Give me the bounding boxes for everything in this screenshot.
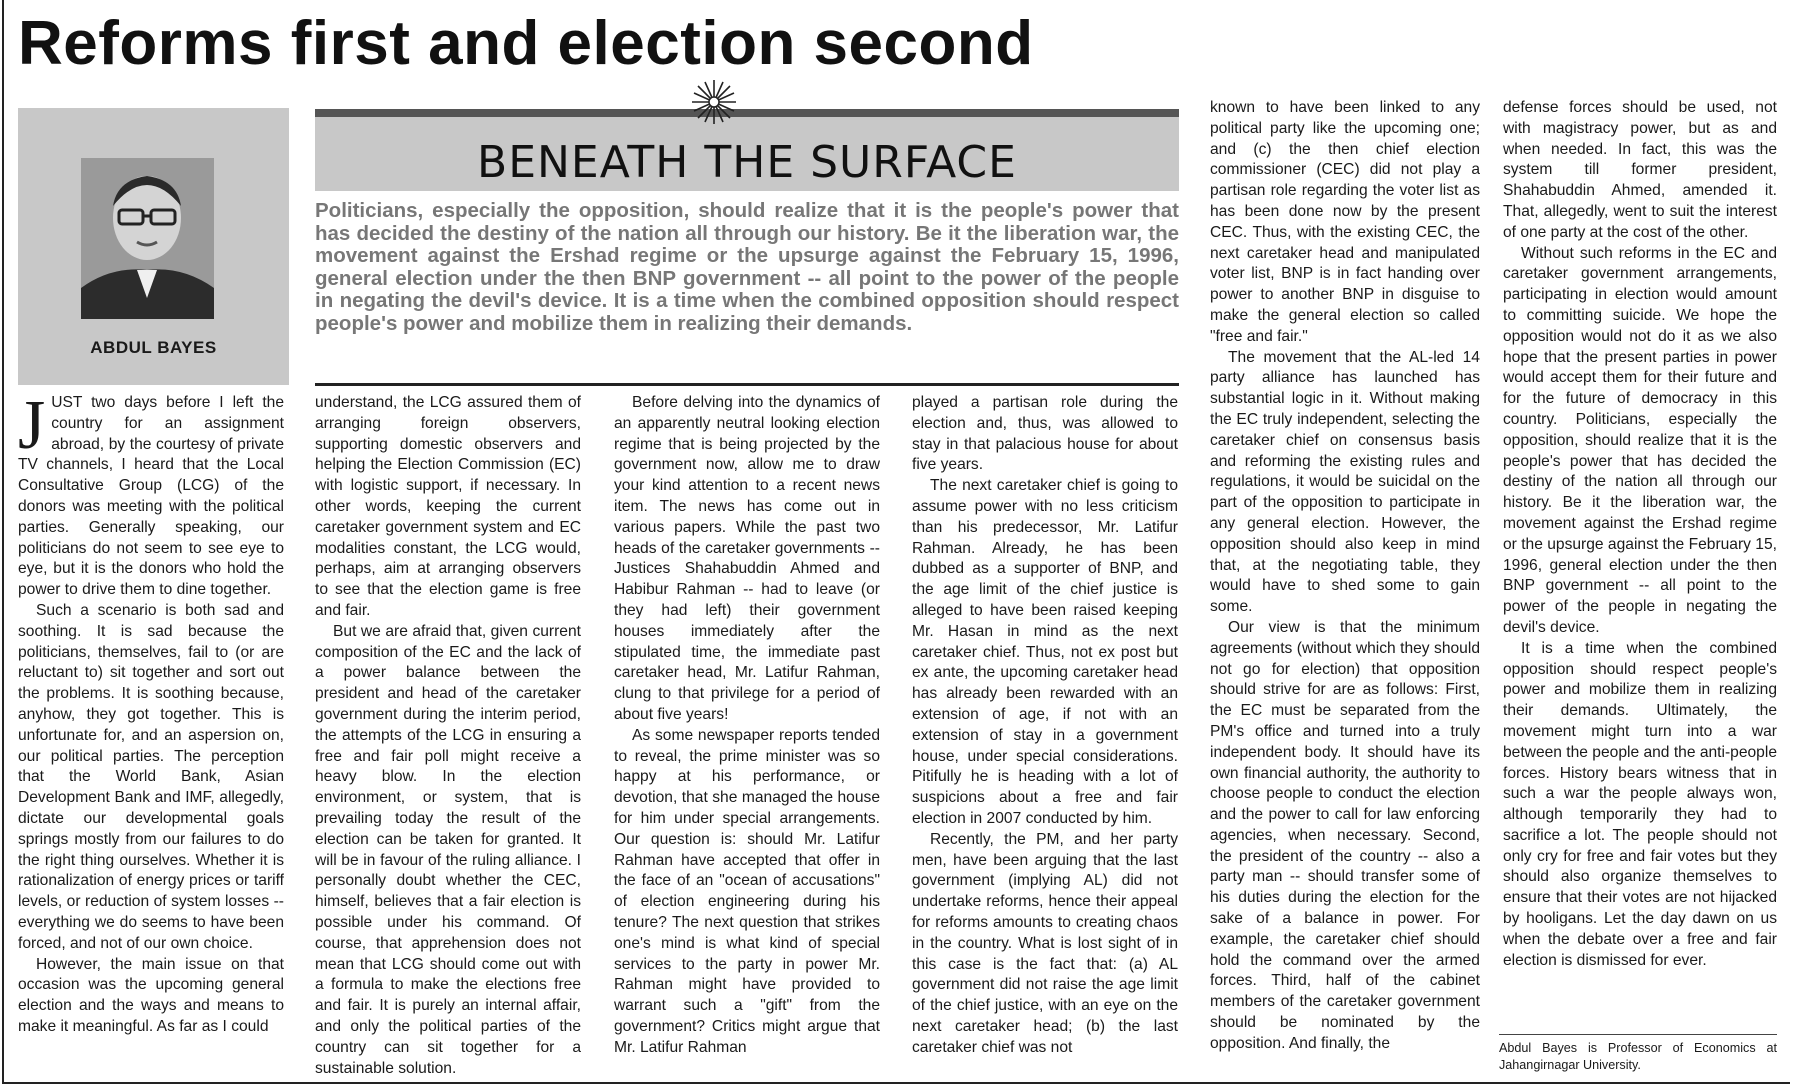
paragraph: The next caretaker chief is going to assume power with no less criticism than his predecessor, Mr. Latifur Rahman. Already, he has been dubbed as a supporter of BNP, and the age limit of the chief justice is alleged to have been raised keeping Mr. Hasan in mind as the next caretaker chief. Thus, not ex post but ex ante, the upcoming caretaker head has already been rewarded with an extension of age, if not with an extension of stay in a government house, under special considerations. Pitifully he is heading with a lot of suspicions about a free and fair election in 2007 conducted by him. [912, 477, 1178, 827]
bio-rule [1499, 1034, 1777, 1035]
article-column-4 [912, 393, 1178, 1081]
author-bio: Abdul Bayes is Professor of Economics at Jahangirnagar University. [1499, 1041, 1777, 1072]
paragraph: But we are afraid that, given current composition of the EC and the lack of a power balance between the president and head of the caretaker government during the interim period, the attempts of the LCG in ensuring a free and fair poll might receive a heavy blow. In the election environment, or system, that is prevailing today the result of the election can be taken for granted. It will be in favour of the ruling alliance. I personally doubt whether the CEC, himself, believes that a fair election is possible under his command. Of course, that apprehension does not mean that LCG should come out with a formula to make the elections free and fair. It is purely an internal affair, and only the political parties of the country can sit together for a sustainable solution. [315, 622, 581, 1077]
author-name: ABDUL BAYES [90, 338, 217, 357]
pull-quote: Politicians, especially the opposition, should realize that it is the people's power that has decided the destiny of the nation all through our history. Be it the liberation war, the movement against the Ershad regime or the upsurge against the February 15, 1996, general election under the then BNP government -- all point to the power of the people in negating the devil's device. It is a time when the combined opposition should respect people's power and mobilize them in realizing their demands. [315, 199, 1179, 335]
pull-quote-rule [315, 383, 1179, 386]
article-column-1 [18, 393, 284, 1081]
paragraph: Our view is that the minimum agreements (without which they should not go for election) that opposition should strive for are as follows: First, the EC must be separated from the PM's office and turned into a truly independent body. It should have its own financial authority, the authority to choose people to conduct the election and the power to call for law enforcing agencies, when necessary. Second, the president of the country -- also a party man -- should transfer some of his duties during the election for the sake of a balance in power. For example, the caretaker chief should hold the command over the armed forces. Third, half of the cabinet members of the caretaker government should be nominated by the opposition. And finally, the [1210, 618, 1480, 1052]
article-column-5 [1210, 98, 1480, 1081]
article-column-3 [614, 393, 880, 1081]
article-column-2 [315, 393, 581, 1081]
paragraph: UST two days before I left the country for an assignment abroad, by the courtesy of private TV channels, I heard that the Local Consultative Group (LCG) of the donors was meeting with the political parties. Generally speaking, our politicians do not seem to see eye to eye, but it is the donors who hold the power to drive them to dine together. [18, 394, 284, 599]
paragraph: Recently, the PM, and her party men, have been arguing that the last government (implying AL) did not undertake reforms, hence their appeal for reforms amounts to creating chaos in the country. What is lost sight of in this case is the fact that: (a) AL government did not raise the age limit of the chief justice, with an eye on the next caretaker head; (b) the last caretaker chief was not [912, 830, 1178, 1056]
headline: Reforms first and election second [18, 9, 1034, 78]
paragraph: As some newspaper reports tended to reveal, the prime minister was so happy at his performance, or devotion, that she managed the house for him under special arrangements. Our question is: should Mr. Latifur Rahman have accepted that offer in the face of an "ocean of accusations" of election engineering during his tenure? The next question that strikes one's mind is what kind of special services to the party in power Mr. Rahman might have provided to warrant such a "gift" from the government? Critics might argue that Mr. Latifur Rahman [614, 726, 880, 1056]
author-box [18, 108, 289, 385]
paragraph: known to have been linked to any political party like the upcoming one; and (c) the then chief election commissioner (CEC) did not play a partisan role regarding the voter list as has been done now by the present CEC. Thus, with the existing CEC, the next caretaker head and manipulated voter list, BNP is in fact handing over power to another BNP in disguise to make the general election so called "free and fair." [1210, 99, 1480, 345]
article-column-6 [1503, 98, 1777, 1028]
column-banner [315, 109, 1179, 191]
paragraph: Without such reforms in the EC and caretaker government arrangements, participating in election would amount to committing suicide. We hope the opposition would not do it as we also hope that the present parties in power would accept them for their future and for the future of democracy in this country. Politicians, especially the opposition, should realize that it is the people's power that has decided the destiny of the nation all through our history. Be it the liberation war, the movement against the Ershad regime or the upsurge against the February 15, 1996, general election under the then BNP government -- all point to the power of the people in negating the devil's device. [1503, 244, 1777, 636]
paragraph: played a partisan role during the election and, thus, was allowed to stay in that palacious house for about five years. [912, 394, 1178, 474]
starburst-icon [690, 78, 738, 126]
drop-cap: J [18, 393, 46, 464]
paragraph: defense forces should be used, not with magistracy power, but as and when needed. In fact, this was the system till former president, Shahabuddin Ahmed, amended it. That, allegedly, went to suit the interest of one party at the cost of the other. [1503, 99, 1777, 241]
paragraph: It is a time when the combined opposition should respect people's power and mobilize them in realizing their demands. Ultimately, the movement might turn into a war between the people and the anti-people forces. History bears witness that in such a war the people always won, although temporarily they had to sacrifice a lot. The people should not only cry for free and fair votes but they should also organize themselves to ensure that their votes are not hijacked by hooligans. Let the day dawn on us when the debate over a free and fair election is dismissed for ever. [1503, 639, 1777, 969]
column-title: BENEATH THE SURFACE [477, 137, 1017, 188]
paragraph: Such a scenario is both sad and soothing. It is sad because the politicians, themselves, fail to (or are reluctant to) sit together and sort out the problems. It is soothing because, anyhow, they got together. This is unfortunate for, and an aspersion on, our political parties. The perception that the World Bank, Asian Development Bank and IMF, allegedly, dictate our developmental goals springs mostly from our failures to do the right thing ourselves. Whether it is rationalization of energy prices or tariff levels, or reduction of system losses -- everything we do seems to have been forced, and not of our own choice. [18, 601, 284, 952]
author-portrait-icon [81, 158, 214, 319]
paragraph: However, the main issue on that occasion was the upcoming general election and the ways and means to make it meaningful. As far as I could [18, 955, 284, 1035]
paragraph: understand, the LCG assured them of arranging foreign observers, supporting domestic observers and helping the Election Commission (EC) with logistic support, if necessary. In other words, keeping the current caretaker government system and EC modalities constant, the LCG would, perhaps, aim at arranging observers to see that the election game is free and fair. [315, 394, 581, 619]
paragraph: Before delving into the dynamics of an apparently neutral looking election regime that is being projected by the government now, allow me to draw your kind attention to a recent news item. The news has come out in various papers. While the past two heads of the caretaker governments -- Justices Shahabuddin Ahmed and Habibur Rahman -- had to leave (or they had left) their government houses immediately after the stipulated time, the immediate past caretaker head, Mr. Latifur Rahman, clung to that privilege for a period of about five years! [614, 394, 880, 723]
paragraph: The movement that the AL-led 14 party alliance has launched has substantial logic in it. Without making the EC truly independent, selecting the caretaker chief on consensus basis and reforming the existing rules and regulations, it would be suicidal on the part of the opposition to participate in any general election. However, the opposition should also keep in mind that, at the negotiating table, they would have to shed some to gain some. [1210, 348, 1480, 616]
author-photo [81, 158, 214, 319]
